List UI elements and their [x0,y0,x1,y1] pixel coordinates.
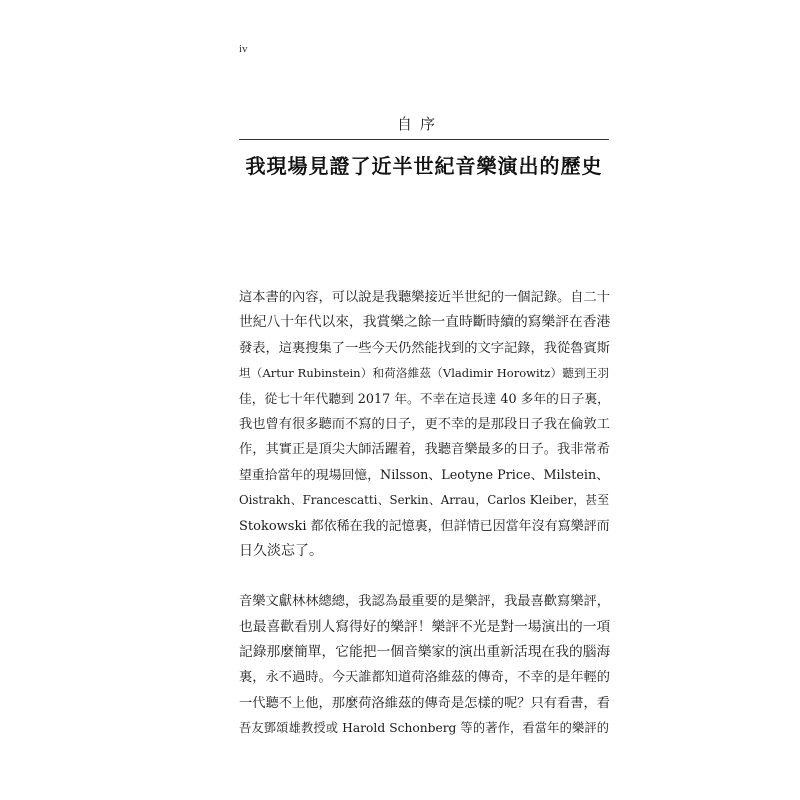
text-line: 我也曾有很多聽而不寫的日子，更不幸的是那段日子我在倫敦工 [239,416,611,432]
text-line: 作，其實正是頂尖大師活躍着，我聽音樂最多的日子。我非常希 [239,442,611,458]
text-line: 音樂文獻林林總總，我認為最重要的是樂評，我最喜歡寫樂評， [239,594,611,610]
text-line: Stokowski 都依稀在我的記憶裏，但詳情已因當年沒有寫樂評而 [239,518,610,534]
section-label: 自序 [396,115,443,133]
paragraph-2 [239,589,609,741]
body-text [239,285,609,742]
text-line: 望重拾當年的現場回憶，Nilsson、Leotyne Price、Milstein、 [239,467,609,483]
text-line: 佳，從七十年代聽到 2017 年。不幸在這長達 40 多年的日子裏， [239,391,610,407]
page-number: iv [239,43,248,55]
text-line: 吾友鄧頌雄教授或 Harold Schonberg 等的著作，看當年的樂評的 [239,721,609,736]
text-line: 這本書的內容，可以說是我聽樂接近半世紀的一個記錄。自二十 [239,290,611,305]
text-line: 記錄那麼簡單，它能把一個音樂家的演出重新活現在我的腦海 [239,644,611,661]
paragraph-1 [239,285,609,564]
text-line: 發表，這裏搜集了一些今天仍然能找到的文字記錄，我從魯賓斯 [239,340,611,356]
text-line: 日久淡忘了。 [239,542,323,559]
header-rule [239,139,609,140]
text-line: 世紀八十年代以來，我賞樂之餘一直時斷時續的寫樂評在香港 [239,314,611,331]
text-line: 裏，永不過時。今天誰都知道荷洛維茲的傳奇，不幸的是年輕的 [239,670,611,686]
text-line: Oistrakh、Francescatti、Serkin、Arrau，Carlos Kleiber，甚至 [239,493,609,508]
chapter-title: 我現場見證了近半世紀音樂演出的歷史 [245,154,603,178]
text-line: 坦（Artur Rubinstein）和荷洛維茲（Vladimir Horowitz）聽到王羽 [239,366,609,381]
text-line: 一代聽不上他，那麼荷洛維茲的傳奇是怎樣的呢？只有看書，看 [239,695,611,711]
text-line: 也最喜歡看別人寫得好的樂評！樂評不光是對一場演出的一項 [239,618,611,635]
